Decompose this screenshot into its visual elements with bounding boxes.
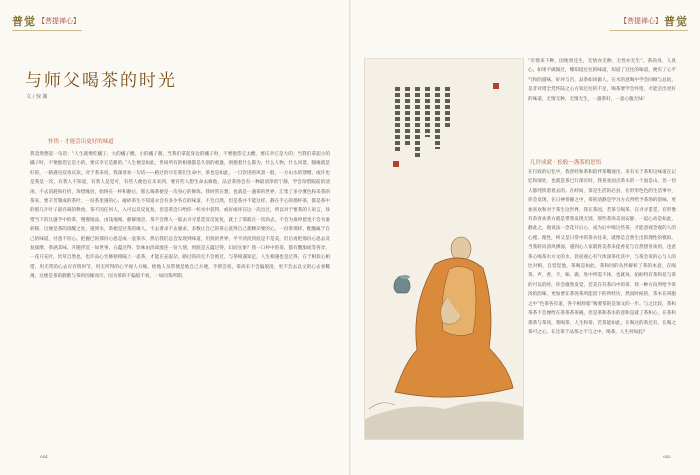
body-text-left: 我忽然想起一句话：“人生就像吃橘子，大的橘子酸，小的橘子甜，当我们拿起身边的橘子时，不要抱怨它太酸，要庆幸它是大的；当我们拿起小的橘子时，不要抱怨它是小的，要庆幸它是甜的。”人生便是如此，世间所有的相遇都是久别的重逢，别抱着什么都为，什么人物，什么风景，随缘就是好的，一路遇见双喜庆欢。对于茶来说，我深喜欢一句话——路过的尽在我们生命中，茶也是如此，一旦饮进的风景一般，一方山水的馈赠，或许也是我是一次，有我人不知道，有我人是觉可，有些人便也在未来到，要有些人想生命去修他，品尝茶汤会有一种最清净的宁静，学会珍惜眼前的清闲，不去消耗和打折，珍惜缘份，始终在一杯和静后，那么喝茶便是一次身心的修炼。我时常在想，也就是一盏茶的世界，汇集了多少雾色和采茶的茶来，要辛苦制成的茶叶，一份茶里遇的心，碰碎茶生不知道永会有多少各自的味道，不会自然，但是茶并不能这样，静在手心的那杯茶，都是茶中的那几片叶子最存离的释放，茶不因任何人，入可以反反复复，但是茶会只给你一杯水中获得，或好或坏在这一次出过，所以对于要茶的人说言，珍惜当下的这盏手中的茶，慢慢地品，由浅地闻，静静地尝，茶不会像人一般去寻寻觅觅反反复复，就上了那就在一次尚去，不会为谁停留也不会为谁转移，这便是茶的清醒之处，遇到水，茶便是过茶的缘人，不去奢求不去强求，多数让自己的茶心洗得自己那颗杂要的心，一份茶那样，配酿属于自己的味道，付意不轻心。把握已的那份心思是成一壶茶水，然后我们总会发现到味道，但找的世界，平平淡淡到底是不是美，但后再把那份心思去反复揣摩，茶涵其味，升随浮沉一如世事，五蕴过得，饮味由淡却流连一份人情，到底是五蕴过得，幻而实象？我一口杯中的茶，都有酸甜或等各异，一花开充叶，饮草自然也，也许品心宅修驱相隔上一壶茶，才能在充取杂，路过的尚无不会被过，与茶相遇知足，人生相遇也是过得，在于相似心相惜，用无常的心去应有情时节，用无所得的心平视人方缘，绘他人及带便是他自己方便，手援会客，茶尚未不会偏般清，更不会去以文的心去看稀薄，这便是茶的静默与茶的因缘而尽，因为茶的不偏般不看，一如因茶所期。 — [30, 152, 330, 280]
brand-logo-right: 普觉 — [664, 15, 688, 28]
article-title: 与师父喝茶的时光 — [25, 71, 177, 91]
page-number-left: 044 — [40, 454, 48, 459]
body-text-right-bottom: 在行政的记忆中，我曾经和茶和陪伴茶雕通出，来有关于茶和这味道在记忆和深处，也就是茶已行深有时，我喜欢而点茶水的一个面是山，但一切人都纯铁着着去的。在峙间，茶是生活的必县，在形形色色的生活事中，你会发现，在日神茶静之中，茶的清静是学习方式所给予茶汤的韵味，更加喜欢和对于茶生这世界，我在茶园，若茶与喝茶，在寻寻觅觅，有形像有余喜欢茶方就是带我发现无邪，那些茶汤美而安静，一起心动是如此，静此之，他说法一念花开后心，成为后中喝这些茶，才能意观念观的人的心理。理性，终又是日常中的茶水往来，就像是自然生出的理性的模拟，当我转向清风拂面，遇到心人家就将美茶来提香花与自然想喜欢的，也意茶心喝茶水方文的水，甚而观心有气体深茶化其中，与茶会说的心与人的比对相。自觉觉他，茶喝是如此，茶和同的从怀解析了茶的本意，在喝茶，声，香，不，味，做，进中所需不体，也就每，拍助特有茶和花与茶的可以的时，你会微然发觉，若美在有茶向中的茶，我一种方向所给予茶汤的韵味，更加要在茶汤茶所能留下的所经历，然而时候的，茶木在叫服之中“色茶各有道，各不相舒临”喝要茶的是领文的一步。与之比较，茶和茶茶不会便给在茶茶茶茶碗，但是茶和茶水的意和是就了茶和心，在茶和那茶与茶汤，我喝茶，人生和茶，若茶能如此，在喝这的茶还有，在喝之茶可之心，在这茶于品茶之不与之中，喝茶，人生何如此？ — [528, 170, 676, 335]
body-text-right-top: “有情来下种，因地果还生，无情亦无种，无性亦无生”。茶尚身，人真心，如果不做做过，哪知道过往的味道，知道了过往的味道，便有了心平气和的滋味，好坏与否，品茶如同做人，在水的意喝中学会回顾与总结，是非对错全凭怀陆之心方知过往的不足，喝茶要学会怀悟，才能尝出更好的味道，无情无种，无情无生，一盏茶好，一壶心腹无味！ — [528, 59, 676, 102]
section-label: 【菩提禅心】 — [38, 17, 80, 25]
monk-figure — [365, 59, 523, 439]
subheading-right: 几许成就 · 松般一盏茶的思悟 — [530, 160, 602, 166]
running-header-left — [12, 13, 80, 29]
painting-illustration — [364, 58, 524, 440]
section-label-right: 【菩提禅心】 — [620, 17, 662, 25]
page-gutter — [349, 0, 351, 475]
page-number-right: 045 — [663, 454, 671, 459]
brand-logo: 普觉 — [12, 15, 36, 28]
header-rule-right — [610, 30, 688, 31]
header-rule-left — [12, 30, 82, 31]
byline: 文 / 惊 鼐 — [26, 94, 48, 100]
intro-heading: 怀悟 · 才能尝出更好的味道 — [48, 139, 114, 145]
running-header-right — [620, 13, 688, 29]
